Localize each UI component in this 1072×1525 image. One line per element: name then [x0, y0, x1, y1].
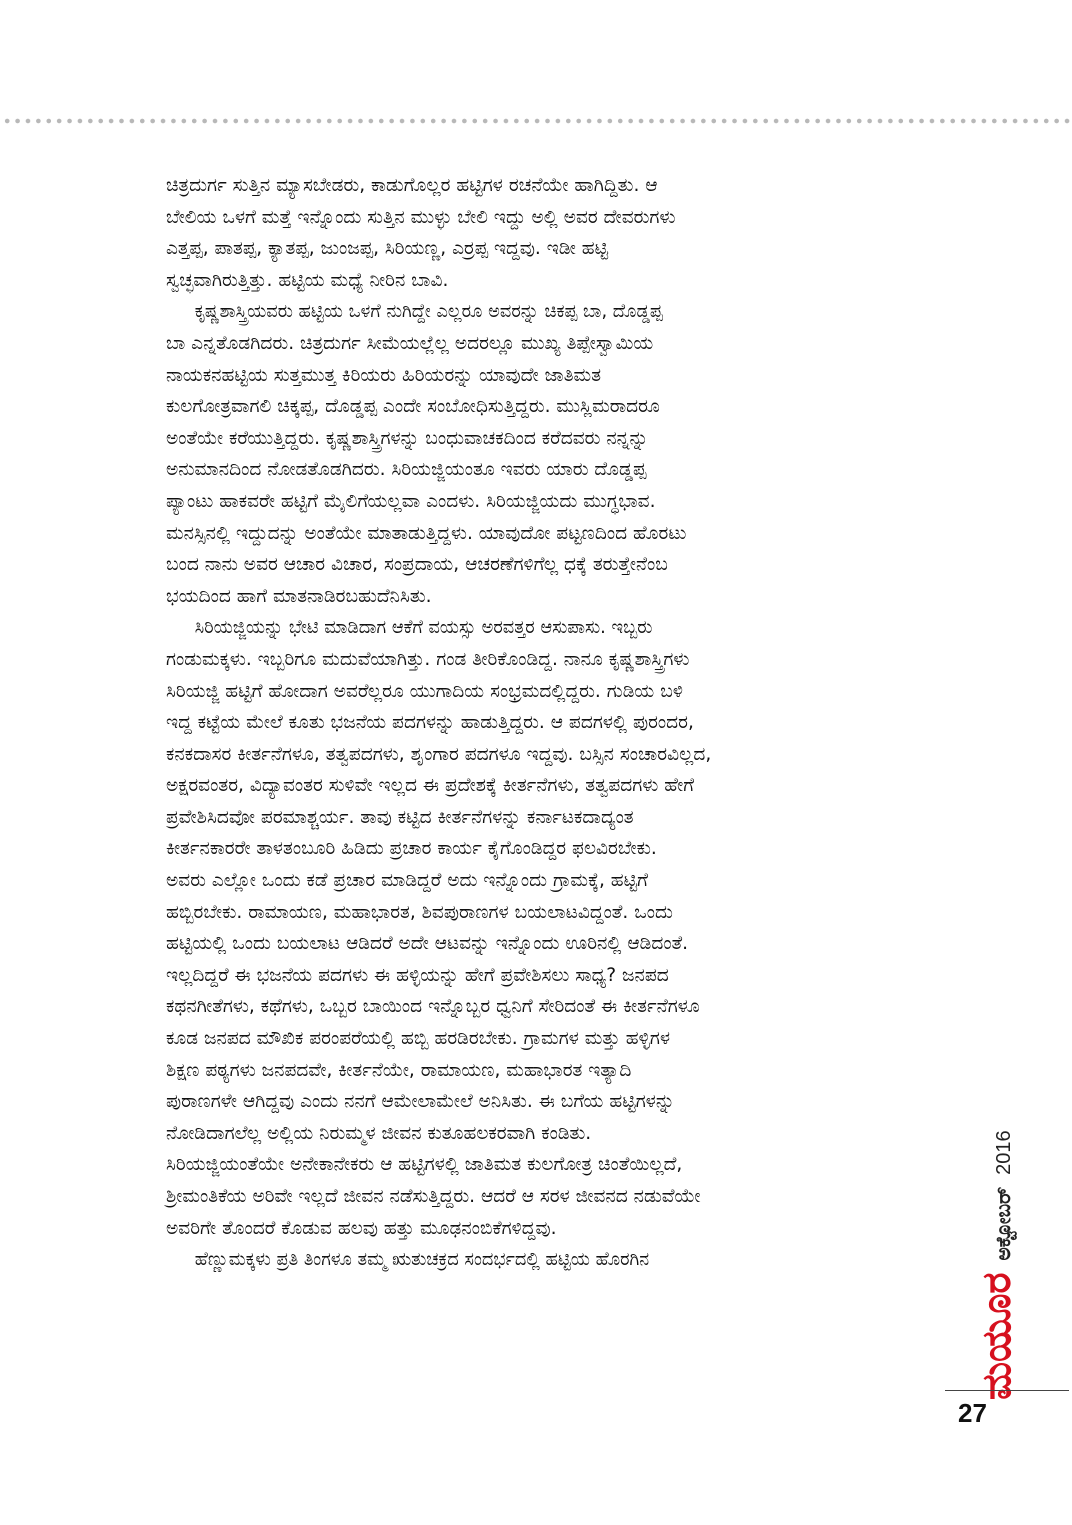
text-line: ಚಿತ್ರದುರ್ಗ ಸುತ್ತಿನ ಮ್ಯಾಸಬೇಡರು, ಕಾಡುಗೊಲ್ಲರ ಹಟ್ಟಿಗಳ ರಚನೆಯೇ ಹಾಗಿದ್ದಿತು. ಆ	[166, 175, 658, 196]
text-line: ಅವರು ಎಲ್ಲೋ ಒಂದು ಕಡೆ ಪ್ರಚಾರ ಮಾಡಿದ್ದರೆ ಅದು ಇನ್ನೊಂದು ಗ್ರಾಮಕ್ಕೆ, ಹಟ್ಟಿಗೆ	[166, 870, 648, 892]
text-line: ಇಲ್ಲದಿದ್ದರೆ ಈ ಭಜನೆಯ ಪದಗಳು ಈ ಹಳ್ಳಿಯನ್ನು ಹೇಗೆ ಪ್ರವೇಶಿಸಲು ಸಾಧ್ಯ? ಜನಪದ	[166, 964, 669, 986]
dotted-header-rule	[0, 116, 1072, 126]
text-line: ಸಿರಿಯಜ್ಜಿಯಂತೆಯೇ ಅನೇಕಾನೇಕರು ಆ ಹಟ್ಟಿಗಳಲ್ಲಿ ಜಾತಿಮತ ಕುಲಗೋತ್ರ ಚಿಂತೆಯಿಲ್ಲದೆ,	[166, 1154, 683, 1176]
issue-month: ಅಕ್ಟೋಬರ್	[991, 1186, 1015, 1261]
text-line: ಕನಕದಾಸರ ಕೀರ್ತನೆಗಳೂ, ತತ್ವಪದಗಳು, ಶೃಂಗಾರ ಪದಗಳೂ ಇದ್ದವು. ಬಸ್ಸಿನ ಸಂಚಾರವಿಲ್ಲದ,	[166, 743, 712, 765]
paragraph	[166, 612, 912, 1244]
text-line: ಶ್ರೀಮಂತಿಕೆಯ ಅರಿವೇ ಇಲ್ಲದೆ ಜೀವನ ನಡೆಸುತ್ತಿದ್ದರು. ಆದರೆ ಆ ಸರಳ ಜೀವನದ ನಡುವೆಯೇ	[166, 1186, 701, 1207]
article-body	[166, 170, 912, 1276]
magazine-name: ಮಯೂರ	[974, 1272, 1020, 1400]
text-line: ಪ್ಯಾಂಟು ಹಾಕವರೇ ಹಟ್ಟಿಗೆ ಮೈಲಿಗೆಯಲ್ಲವಾ ಎಂದಳು. ಸಿರಿಯಜ್ಜಿಯದು ಮುಗ್ಧಭಾವ.	[166, 490, 656, 512]
text-line: ಕಥನಗೀತೆಗಳು, ಕಥೆಗಳು, ಒಬ್ಬರ ಬಾಯಿಂದ ಇನ್ನೊಬ್ಬರ ಧ್ವನಿಗೆ ಸೇರಿದಂತೆ ಈ ಕೀರ್ತನೆಗಳೂ	[166, 996, 700, 1018]
text-line: ಪ್ರವೇಶಿಸಿದವೋ ಪರಮಾಶ್ಚರ್ಯ. ತಾವು ಕಟ್ಟಿದ ಕೀರ್ತನೆಗಳನ್ನು ಕರ್ನಾಟಕದಾದ್ಯಂತ	[166, 806, 634, 828]
paragraph	[166, 170, 912, 296]
text-line: ಇದ್ದ ಕಟ್ಟೆಯ ಮೇಲೆ ಕೂತು ಭಜನೆಯ ಪದಗಳನ್ನು ಹಾಡುತ್ತಿದ್ದರು. ಆ ಪದಗಳಲ್ಲಿ ಪುರಂದರ,	[166, 712, 694, 734]
text-line: ಅಕ್ಷರವಂತರ, ವಿದ್ಯಾವಂತರ ಸುಳಿವೇ ಇಲ್ಲದ ಈ ಪ್ರದೇಶಕ್ಕೆ ಕೀರ್ತನೆಗಳು, ತತ್ವಪದಗಳು ಹೇಗೆ	[166, 775, 695, 797]
magazine-sidebar	[944, 1060, 1020, 1400]
text-line: ಅನುಮಾನದಿಂದ ನೋಡತೊಡಗಿದರು. ಸಿರಿಯಜ್ಜಿಯಂತೂ ಇವರು ಯಾರು ದೊಡ್ಡಪ್ಪ	[166, 459, 647, 481]
text-line: ಎತ್ತಪ್ಪ, ಪಾತಪ್ಪ, ಕ್ಯಾತಪ್ಪ, ಜುಂಜಪ್ಪ, ಸಿರಿಯಣ್ಣ, ಎರ್ರಪ್ಪ ಇದ್ದವು. ಇಡೀ ಹಟ್ಟಿ	[166, 238, 609, 260]
page-number: 27	[958, 1398, 987, 1428]
issue-year: 2016	[993, 1130, 1015, 1175]
text-line: ಕೂಡ ಜನಪದ ಮೌಖಿಕ ಪರಂಪರೆಯಲ್ಲಿ ಹಬ್ಬಿ ಹರಡಿರಬೇಕು. ಗ್ರಾಮಗಳ ಮತ್ತು ಹಳ್ಳಿಗಳ	[166, 1028, 671, 1050]
text-line: ಸಿರಿಯಜ್ಜಿಯನ್ನು ಭೇಟಿ ಮಾಡಿದಾಗ ಆಕೆಗೆ ವಯಸ್ಸು ಅರವತ್ತರ ಆಸುಪಾಸು. ಇಬ್ಬರು	[194, 617, 653, 639]
text-line: ಪುರಾಣಗಳೇ ಆಗಿದ್ದವು ಎಂದು ನನಗೆ ಆಮೇಲಾಮೇಲೆ ಅನಿಸಿತು. ಈ ಬಗೆಯ ಹಟ್ಟಿಗಳನ್ನು	[166, 1091, 675, 1113]
text-line: ಅವರಿಗೇ ತೊಂದರೆ ಕೊಡುವ ಹಲವು ಹತ್ತು ಮೂಢನಂಬಿಕೆಗಳಿದ್ದವು.	[166, 1217, 557, 1239]
text-line: ಭಯದಿಂದ ಹಾಗೆ ಮಾತನಾಡಿರಬಹುದೆನಿಸಿತು.	[166, 585, 432, 607]
paragraph	[166, 1244, 912, 1276]
text-line: ಸ್ವಚ್ಛವಾಗಿರುತ್ತಿತ್ತು. ಹಟ್ಟಿಯ ಮಧ್ಯೆ ನೀರಿನ ಬಾವಿ.	[166, 269, 449, 291]
text-line: ಬಾ ಎನ್ನತೊಡಗಿದರು. ಚಿತ್ರದುರ್ಗ ಸೀಮೆಯಲ್ಲೆಲ್ಲ ಅದರಲ್ಲೂ ಮುಖ್ಯ ತಿಪ್ಪೇಸ್ವಾಮಿಯ	[166, 332, 654, 354]
text-line: ಹಟ್ಟಿಯಲ್ಲಿ ಒಂದು ಬಯಲಾಟ ಆಡಿದರೆ ಅದೇ ಆಟವನ್ನು ಇನ್ನೊಂದು ಊರಿನಲ್ಲಿ ಆಡಿದಂತೆ.	[166, 933, 689, 955]
text-line: ಹೆಣ್ಣುಮಕ್ಕಳು ಪ್ರತಿ ತಿಂಗಳೂ ತಮ್ಮ ಋತುಚಕ್ರದ ಸಂದರ್ಭದಲ್ಲಿ ಹಟ್ಟಿಯ ಹೊರಗಿನ	[194, 1249, 650, 1271]
text-line: ಬಂದ ನಾನು ಅವರ ಆಚಾರ ವಿಚಾರ, ಸಂಪ್ರದಾಯ, ಆಚರಣೆಗಳಿಗೆಲ್ಲ ಧಕ್ಕೆ ತರುತ್ತೇನೆಂಬ	[166, 554, 668, 576]
text-line: ಹಬ್ಬಿರಬೇಕು. ರಾಮಾಯಣ, ಮಹಾಭಾರತ, ಶಿವಪುರಾಣಗಳ ಬಯಲಾಟವಿದ್ದಂತೆ. ಒಂದು	[166, 901, 673, 923]
text-line: ಕೀರ್ತನಕಾರರೇ ತಾಳತಂಬೂರಿ ಹಿಡಿದು ಪ್ರಚಾರ ಕಾರ್ಯ ಕೈಗೊಂಡಿದ್ದರ ಫಲವಿರಬೇಕು.	[166, 838, 657, 860]
text-line: ಮನಸ್ಸಿನಲ್ಲಿ ಇದ್ದುದನ್ನು ಅಂತೆಯೇ ಮಾತಾಡುತ್ತಿದ್ದಳು. ಯಾವುದೋ ಪಟ್ಟಣದಿಂದ ಹೊರಟು	[166, 522, 687, 544]
text-line: ಸಿರಿಯಜ್ಜಿ ಹಟ್ಟಿಗೆ ಹೋದಾಗ ಅವರೆಲ್ಲರೂ ಯುಗಾದಿಯ ಸಂಭ್ರಮದಲ್ಲಿದ್ದರು. ಗುಡಿಯ ಬಳಿ	[166, 680, 683, 702]
text-line: ಕೃಷ್ಣಶಾಸ್ತ್ರಿಯವರು ಹಟ್ಟಿಯ ಒಳಗೆ ನುಗಿದ್ದೇ ಎಲ್ಲರೂ ಅವರನ್ನು ಚಿಕಪ್ಪ ಬಾ, ದೊಡ್ಡಪ್ಪ	[194, 301, 663, 323]
paragraph	[166, 296, 912, 612]
issue-label	[974, 1130, 1020, 1400]
text-line: ಗಂಡುಮಕ್ಕಳು. ಇಬ್ಬರಿಗೂ ಮದುವೆಯಾಗಿತ್ತು. ಗಂಡ ತೀರಿಕೊಂಡಿದ್ದ. ನಾನೂ ಕೃಷ್ಣಶಾಸ್ತ್ರಿಗಳು	[166, 648, 690, 670]
text-line: ಕುಲಗೋತ್ರವಾಗಲಿ ಚಿಕ್ಕಪ್ಪ, ದೊಡ್ಡಪ್ಪ ಎಂದೇ ಸಂಬೋಧಿಸುತ್ತಿದ್ದರು. ಮುಸ್ಲಿಮರಾದರೂ	[166, 396, 660, 418]
text-line: ನೋಡಿದಾಗಲೆಲ್ಲ ಅಲ್ಲಿಯ ನಿರುಮ್ಮಳ ಜೀವನ ಕುತೂಹಲಕರವಾಗಿ ಕಂಡಿತು.	[166, 1122, 592, 1144]
folio-rule	[945, 1390, 1069, 1391]
text-line: ಶಿಕ್ಷಣ ಪಠ್ಯಗಳು ಜನಪದವೇ, ಕೀರ್ತನೆಯೇ, ರಾಮಾಯಣ, ಮಹಾಭಾರತ ಇತ್ಯಾದಿ	[166, 1059, 632, 1081]
text-line: ಅಂತೆಯೇ ಕರೆಯುತ್ತಿದ್ದರು. ಕೃಷ್ಣಶಾಸ್ತ್ರಿಗಳನ್ನು ಬಂಧುವಾಚಕದಿಂದ ಕರೆದವರು ನನ್ನನ್ನು	[166, 427, 649, 449]
text-line: ಬೇಲಿಯ ಒಳಗೆ ಮತ್ತೆ ಇನ್ನೊಂದು ಸುತ್ತಿನ ಮುಳ್ಳು ಬೇಲಿ ಇದ್ದು ಅಲ್ಲಿ ಅವರ ದೇವರುಗಳು	[166, 206, 676, 228]
text-line: ನಾಯಕನಹಟ್ಟಿಯ ಸುತ್ತಮುತ್ತ ಕಿರಿಯರು ಹಿರಿಯರನ್ನು ಯಾವುದೇ ಜಾತಿಮತ	[166, 364, 602, 386]
